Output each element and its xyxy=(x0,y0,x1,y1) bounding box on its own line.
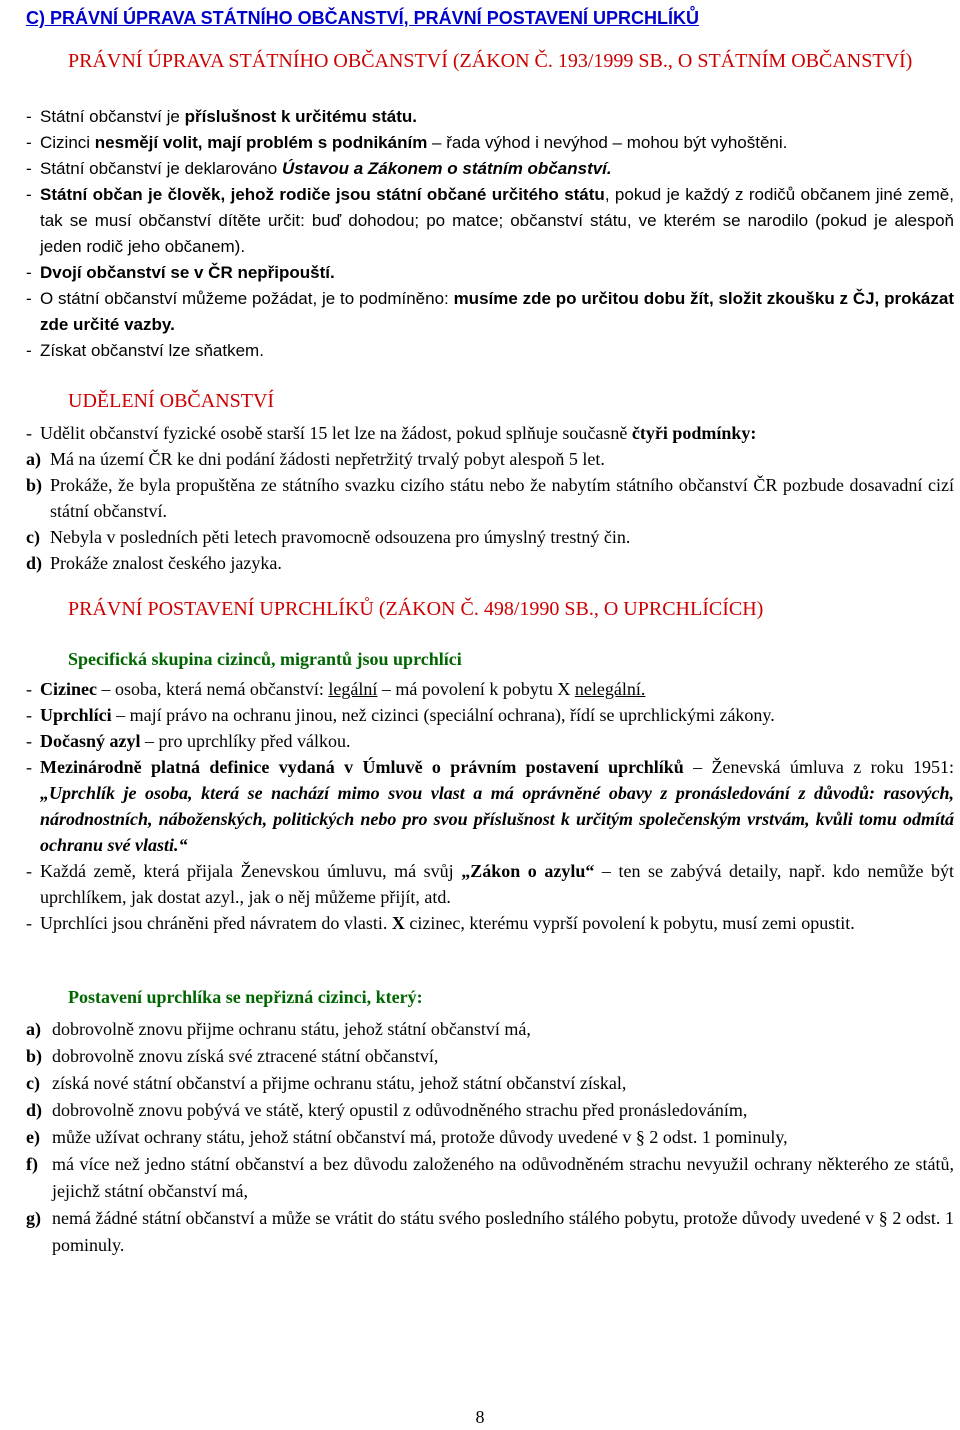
section-heading-refugees: PRÁVNÍ POSTAVENÍ UPRCHLÍKŮ (ZÁKON Č. 498/1990 SB., O UPRCHLÍCÍCH) xyxy=(68,598,764,620)
condition-item: b) dobrovolně znovu získá své ztracené státní občanství, xyxy=(26,1046,439,1066)
page-number: 8 xyxy=(475,1407,485,1427)
subheading-refugee-group: Specifická skupina cizinců, migrantů jsou uprchlíci xyxy=(68,649,462,669)
condition-item: d) dobrovolně znovu pobývá ve státě, který opustil z odůvodněného strachu před pronásledováním, xyxy=(26,1100,748,1120)
condition-item: g) nemá žádné státní občanství a může se vrátit do státu svého posledního stálého pobytu, protože důvody uvedené v § 2 odst. 1 pominuly. xyxy=(26,1208,954,1255)
condition-item: d) Prokáže znalost českého jazyka. xyxy=(26,553,282,573)
subheading-not-granted: Postavení uprchlíka se nepřizná cizinci, který: xyxy=(68,987,423,1007)
not-granted-list xyxy=(26,1016,954,1259)
list-item: - Uprchlíci jsou chráněni před návratem do vlasti. X cizinec, kterému vyprší povolení k pobytu, musí zemi opustit. xyxy=(26,913,855,933)
condition-item: f) má více než jedno státní občanství a bez důvodu založeného na odůvodněném strachu nevyužil ochrany některého ze států, jejichž státní občanství má, xyxy=(26,1154,954,1201)
list-item: - Získat občanství lze sňatkem. xyxy=(26,341,264,360)
document-title: C) PRÁVNÍ ÚPRAVA STÁTNÍHO OBČANSTVÍ, PRÁVNÍ POSTAVENÍ UPRCHLÍKŮ xyxy=(26,8,700,28)
section-heading-citizenship-law: PRÁVNÍ ÚPRAVA STÁTNÍHO OBČANSTVÍ (ZÁKON Č. 193/1999 SB., O STÁTNÍM OBČANSTVÍ) xyxy=(68,50,913,72)
section-heading-granting: UDĚLENÍ OBČANSTVÍ xyxy=(68,390,275,412)
condition-item: e) může užívat ochrany státu, jehož státní občanství má, protože důvody uvedené v § 2 odst. 1 pominuly, xyxy=(26,1127,788,1147)
list-item: - Dočasný azyl – pro uprchlíky před válkou. xyxy=(26,731,351,751)
dash-marker: - xyxy=(26,107,32,126)
condition-item: a) dobrovolně znovu přijme ochranu státu, jehož státní občanství má, xyxy=(26,1019,531,1039)
list-item: - Uprchlíci – mají právo na ochranu jinou, než cizinci (speciální ochrana), řídí se uprchlickými zákony. xyxy=(26,705,775,725)
list-item: - Státní občanství je příslušnost k určitému státu. xyxy=(26,104,954,130)
list-item: - O státní občanství můžeme požádat, je to podmíněno: musíme zde po určitou dobu žít, složit zkoušku z ČJ, prokázat zde určité vazby. xyxy=(26,289,954,334)
list-item: - Udělit občanství fyzické osobě starší 15 let lze na žádost, pokud splňuje současně čtyři podmínky: xyxy=(26,423,757,443)
list-item: - Každá země, která přijala Ženevskou úmluvu, má svůj „Zákon o azylu“ – ten se zabývá detaily, např. kdo nemůže být uprchlíkem, jak dostat azyl., jak o něj můžeme přijít, atd. xyxy=(26,861,954,907)
list-item: - Státní občanství je deklarováno Ústavou a Zákonem o státním občanství. xyxy=(26,159,612,178)
condition-item: b) Prokáže, že byla propuštěna ze státního svazku cizího státu nebo že nabytím státního občanství ČR pozbude dosavadní cizí státní občanství. xyxy=(26,475,954,521)
list-item: - Cizinec – osoba, která nemá občanství: legální – má povolení k pobytu X nelegální. xyxy=(26,679,646,699)
condition-item: a) Má na území ČR ke dni podání žádosti nepřetržitý trvalý pobyt alespoň 5 let. xyxy=(26,449,605,469)
condition-item: c) Nebyla v posledních pěti letech pravomocně odsouzena pro úmyslný trestný čin. xyxy=(26,527,631,547)
refugee-list xyxy=(26,676,954,936)
list-item: - Mezinárodně platná definice vydaná v Úmluvě o právním postavení uprchlíků – Ženevská úmluva z roku 1951: „Uprchlík je osoba, která se nachází mimo svou vlast a má oprávněné obavy z pronásledování z důvodů: rasových, národnostních, náboženských, politických nebo pro svou příslušnost k určitým společenským vrstvám, kvůli tomu odmítá ochranu své vlasti.“ xyxy=(26,757,954,855)
condition-item: c) získá nové státní občanství a přijme ochranu státu, jehož státní občanství získal, xyxy=(26,1073,627,1093)
granting-list xyxy=(26,420,954,576)
list-item: - Státní občan je člověk, jehož rodiče jsou státní občané určitého státu, pokud je každý z rodičů občanem jiné země, tak se musí občanství dítěte určit: buď dohodou; po matce; občanství státu, ve kterém se narodilo (pokud je alespoň jeden rodič jeho občanem). xyxy=(26,185,954,256)
citizenship-list xyxy=(26,104,954,364)
list-item: - Dvojí občanství se v ČR nepřipouští. xyxy=(26,263,335,282)
list-item: - Cizinci nesmějí volit, mají problém s podnikáním – řada výhod i nevýhod – mohou být vyhoštěni. xyxy=(26,133,788,152)
